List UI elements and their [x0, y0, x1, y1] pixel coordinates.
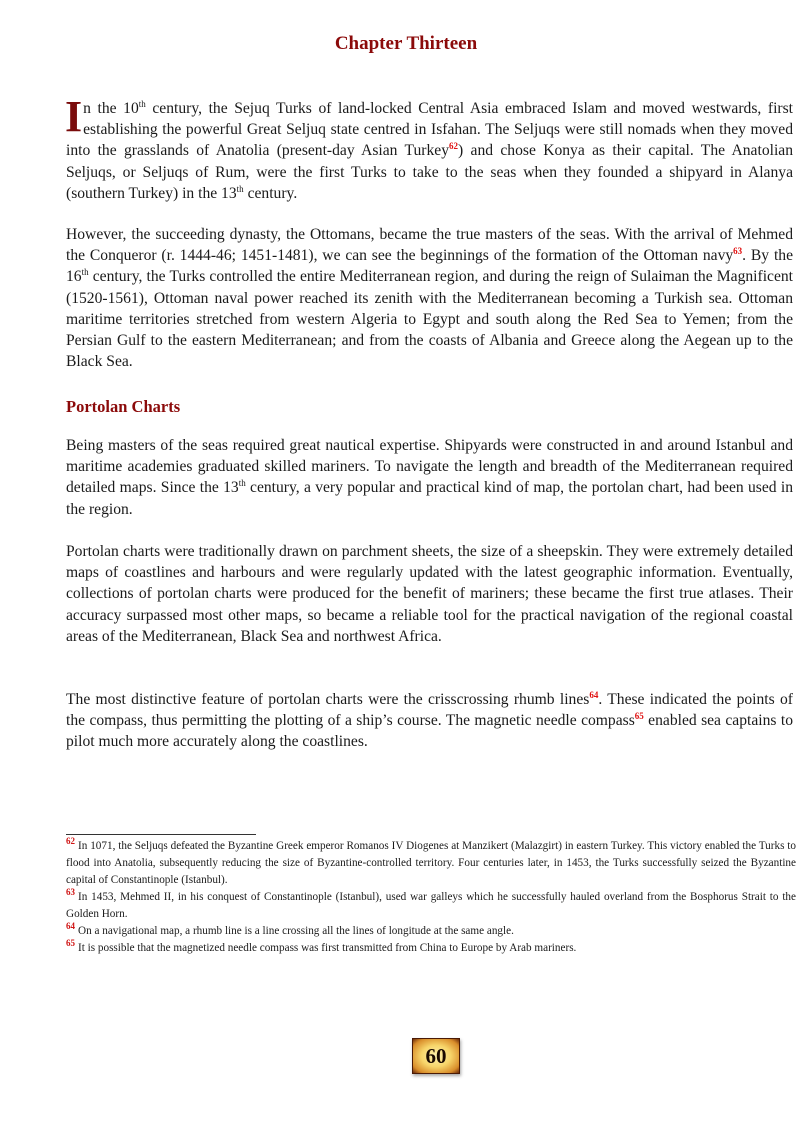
footnote-ref-62[interactable]: 62	[449, 141, 459, 152]
footnote-64: $^{64}$ On a navigational map, a rhumb line is a line crossing all the lines of longitude at the same angle.	[66, 921, 514, 937]
footnote-63: $^{63}$ In 1453, Mehmed II, in his conquest of Constantinople (Istanbul), used war galleys which he successfully hauled overland from the Bosphorus Strait to the Golden Horn.	[66, 887, 796, 920]
page-number-badge	[412, 1038, 460, 1074]
paragraph-ottomans: However, the succeeding dynasty, the Ottomans, became the true masters of the seas. With the arrival of Mehmed the Conqueror (r. 1444-46; 1451-1481), we can see the beginnings of the formation of the Ottoman navy$^{63}$. By the 16th century, the Turks controlled the entire Mediterranean region, and during the reign of Sulaiman the Magnificent (1520-1561), Ottoman naval power reached its zenith with the Mediterranean becoming a Turkish sea. Ottoman maritime territories stretched from western Algeria to Egypt and south along the Red Sea to Yemen; from the Persian Gulf to the eastern Mediterranean; and from the coasts of Albania and Greece along the Aegean up to the Black Sea.	[66, 226, 793, 371]
paragraph-nautical-expertise: Being masters of the seas required great nautical expertise. Shipyards were constructed in and around Istanbul and maritime academies graduated skilled mariners. To navigate the length and breadth of the Mediterranean required detailed maps. Since the 13th century, a very popular and practical kind of map, the portolan chart, had been used in the region.	[66, 437, 793, 518]
footnote-divider	[66, 834, 256, 835]
page-number: 60	[425, 1043, 447, 1068]
footnote-62: $^{62}$ In 1071, the Seljuqs defeated the Byzantine Greek emperor Romanos IV Diogenes at Manzikert (Malazgirt) in eastern Turkey. This victory enabled the Turks to flood into Anatolia, subsequently reducing the size of Byzantine-controlled territory. Four centuries later, in 1453, the Turks successfully seized the Byzantine capital of Constantinople (Istanbul).	[66, 836, 796, 886]
section-heading: Portolan Charts	[66, 397, 181, 416]
paragraph-parchment: Portolan charts were traditionally drawn on parchment sheets, the size of a sheepskin. They were extremely detailed maps of coastlines and harbours and were regularly updated with the latest geographic information. Eventually, collections of portolan charts were produced for the benefit of mariners; these became the first true atlases. Their accuracy surpassed most other maps, so became a reliable tool for the practical navigation of the regional coastal areas of the Mediterranean, Black Sea and northwest Africa.	[66, 543, 793, 645]
footnotes	[66, 838, 796, 957]
footnote-ref-65[interactable]: 65	[634, 711, 644, 722]
drop-cap: I	[65, 92, 83, 141]
paragraph-rhumb-lines: The most distinctive feature of portolan charts were the crisscrossing rhumb lines$^{64}$. These indicated the points of the compass, thus permitting the plotting of a ship’s course. The magnetic needle compass$^{65}$ enabled sea captains to pilot much more accurately along the coastlines.	[66, 689, 793, 751]
footnote-ref-64[interactable]: 64	[589, 689, 599, 700]
chapter-title: Chapter Thirteen	[334, 33, 478, 54]
footnote-65: $^{65}$ It is possible that the magnetized needle compass was first transmitted from China to Europe by Arab mariners.	[66, 938, 577, 954]
footnote-ref-63[interactable]: 63	[733, 246, 743, 257]
paragraph-seljuqs: In the 10th century, the Sejuq Turks of land-locked Central Asia embraced Islam and moved westwards, first establishing the powerful Great Seljuq state centred in Isfahan. The Seljuqs were still nomads when they moved into the grasslands of Anatolia (present-day Asian Turkey$^{62}$) and chose Konya as their capital. The Anatolian Seljuqs, or Seljuqs of Rum, were the first Turks to take to the seas when they founded a shipyard in Alanya (southern Turkey) in the 13th century.	[65, 92, 793, 202]
